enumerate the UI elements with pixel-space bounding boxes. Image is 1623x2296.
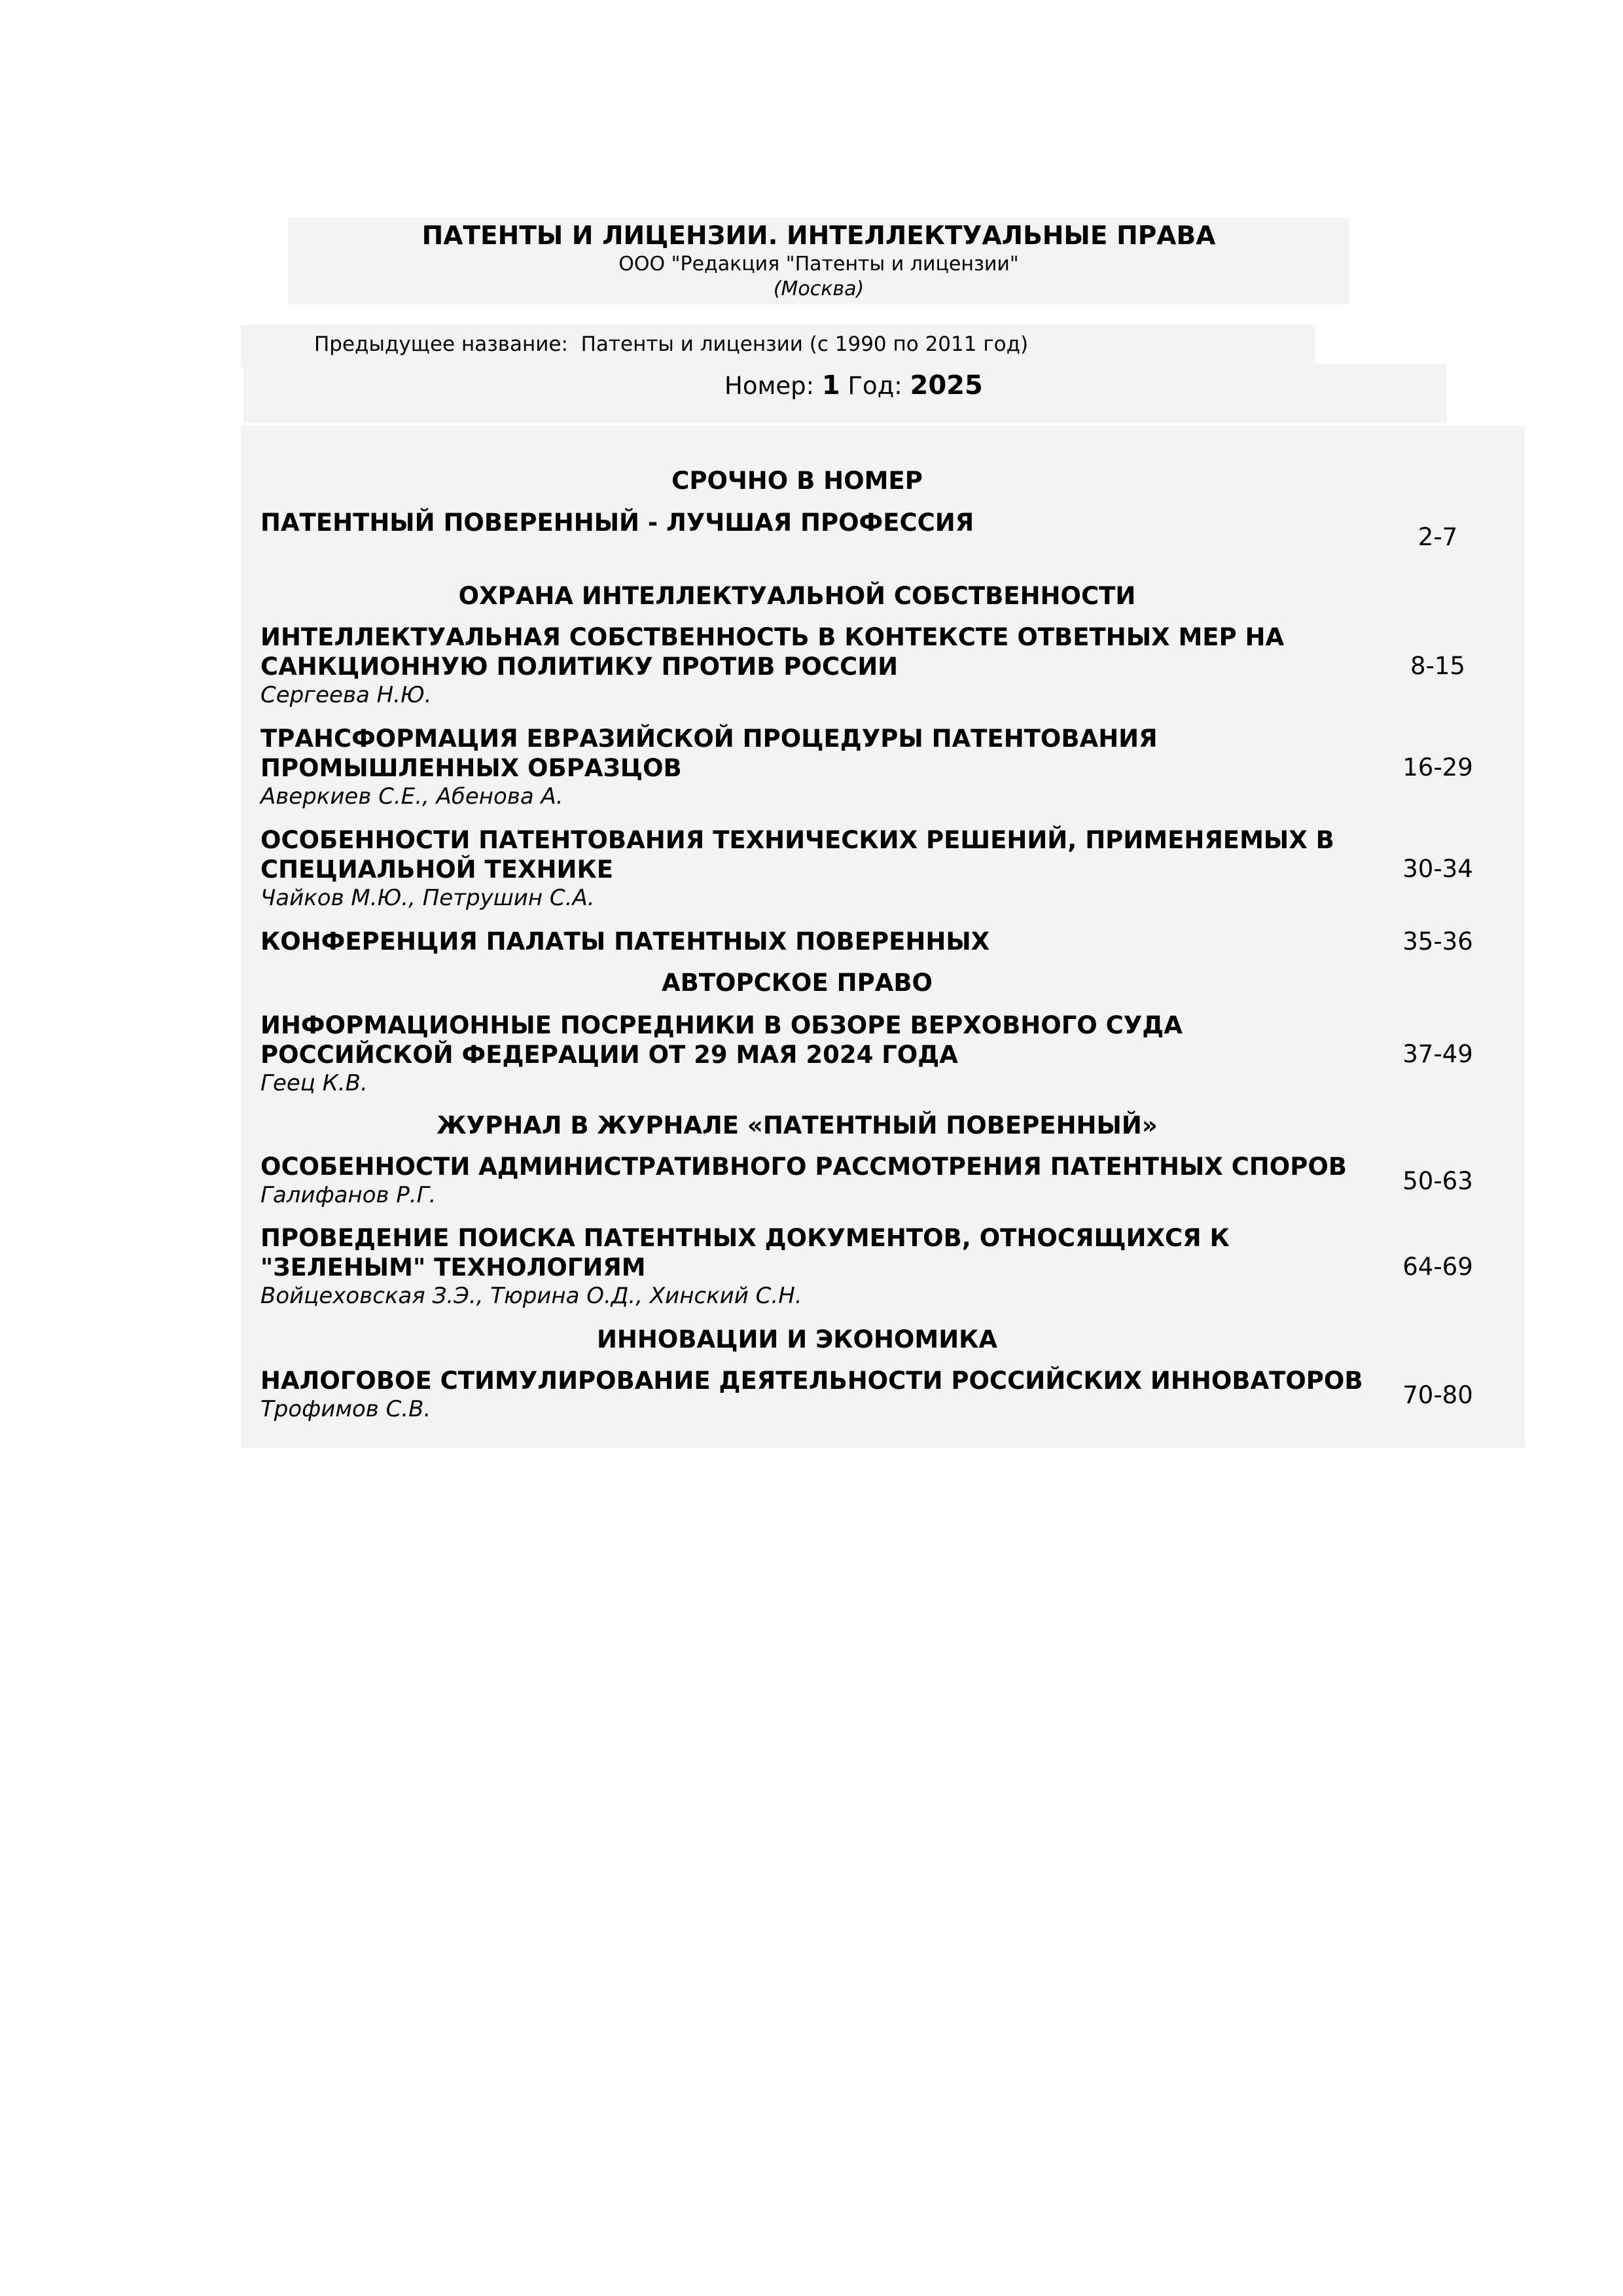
article-title[interactable]: КОНФЕРЕНЦИЯ ПАЛАТЫ ПАТЕНТНЫХ ПОВЕРЕННЫХ [260,927,990,956]
section-title: ИННОВАЦИИ И ЭКОНОМИКА [596,1325,998,1354]
section-title: ОХРАНА ИНТЕЛЛЕКТУАЛЬНОЙ СОБСТВЕННОСТИ [458,582,1136,610]
article-authors: Геец К.В. [260,1070,368,1096]
article-pages: 2-7 [1418,523,1458,551]
article-title[interactable]: ИНТЕЛЛЕКТУАЛЬНАЯ СОБСТВЕННОСТЬ В КОНТЕКСТЕ ОТВЕТНЫХ МЕР НА САНКЦИОННУЮ ПОЛИТИКУ ПРОТИВ РОССИИ [260,623,1285,681]
article-pages: 37-49 [1402,1040,1473,1068]
issue-number: 1 [821,370,840,401]
article-pages: 64-69 [1402,1253,1473,1281]
article-title[interactable]: ТРАНСФОРМАЦИЯ ЕВРАЗИЙСКОЙ ПРОЦЕДУРЫ ПАТЕНТОВАНИЯ ПРОМЫШЛЕННЫХ ОБРАЗЦОВ [260,725,1158,782]
section-title: СРОЧНО В НОМЕР [671,467,923,495]
issue-box [243,364,1446,423]
section-title: АВТОРСКОЕ ПРАВО [661,969,933,997]
article-authors: Трофимов С.В. [260,1396,431,1422]
article-authors: Войцеховская З.Э., Тюрина О.Д., Хинский С.Н. [260,1283,802,1309]
previous-name [314,332,1028,356]
section-title: ЖУРНАЛ В ЖУРНАЛЕ «ПАТЕНТНЫЙ ПОВЕРЕННЫЙ» [437,1111,1158,1139]
article-title[interactable]: ПАТЕНТНЫЙ ПОВЕРЕННЫЙ - ЛУЧШАЯ ПРОФЕССИЯ [260,509,974,537]
issue-info [724,370,983,401]
article-pages: 16-29 [1402,753,1473,781]
article-pages: 30-34 [1402,855,1473,883]
article-title[interactable]: НАЛОГОВОЕ СТИМУЛИРОВАНИЕ ДЕЯТЕЛЬНОСТИ РОССИЙСКИХ ИННОВАТОРОВ [260,1367,1363,1395]
toc-article[interactable] [260,825,1484,912]
table-of-contents [241,425,1525,1448]
issue-number-label: Номер: [724,372,815,400]
toc-article[interactable] [260,1366,1484,1423]
toc-article[interactable] [260,508,1484,551]
journal-publisher: ООО "Редакция "Патенты и лицензии" [618,253,1019,276]
issue-year-label: Год: [847,372,902,400]
toc-article[interactable] [260,622,1484,709]
article-pages: 70-80 [1402,1381,1473,1409]
issue-year: 2025 [910,370,983,401]
article-authors: Чайков М.Ю., Петрушин С.А. [260,885,595,911]
article-pages: 35-36 [1402,927,1473,956]
article-title[interactable]: ОСОБЕННОСТИ ПАТЕНТОВАНИЯ ТЕХНИЧЕСКИХ РЕШЕНИЙ, ПРИМЕНЯЕМЫХ В СПЕЦИАЛЬНОЙ ТЕХНИКЕ [260,826,1334,884]
previous-name-label: Предыдущее название: [314,332,568,356]
previous-name-box [241,325,1315,367]
article-pages: 50-63 [1402,1167,1473,1195]
journal-title: ПАТЕНТЫ И ЛИЦЕНЗИИ. ИНТЕЛЛЕКТУАЛЬНЫЕ ПРАВА [421,221,1216,251]
article-title[interactable]: ПРОВЕДЕНИЕ ПОИСКА ПАТЕНТНЫХ ДОКУМЕНТОВ, ОТНОСЯЩИХСЯ К "ЗЕЛЕНЫМ" ТЕХНОЛОГИЯМ [260,1224,1230,1282]
journal-header [288,218,1349,304]
toc-article[interactable] [260,1223,1484,1310]
article-authors: Сергеева Н.Ю. [260,682,432,708]
article-authors: Аверкиев С.Е., Абенова А. [260,783,563,810]
article-pages: 8-15 [1410,652,1465,680]
toc-article[interactable] [260,724,1484,810]
previous-name-value: Патенты и лицензии (с 1990 по 2011 год) [580,332,1029,356]
article-title[interactable]: ОСОБЕННОСТИ АДМИНИСТРАТИВНОГО РАССМОТРЕНИЯ ПАТЕНТНЫХ СПОРОВ [260,1153,1347,1181]
toc-article[interactable] [260,927,1484,956]
journal-city: (Москва) [773,278,865,300]
toc-article[interactable] [260,1011,1484,1097]
article-authors: Галифанов Р.Г. [260,1182,437,1208]
article-title[interactable]: ИНФОРМАЦИОННЫЕ ПОСРЕДНИКИ В ОБЗОРЕ ВЕРХОВНОГО СУДА РОССИЙСКОЙ ФЕДЕРАЦИИ ОТ 29 МАЯ 2024 ГОДА [260,1011,1183,1069]
toc-article[interactable] [260,1152,1484,1209]
